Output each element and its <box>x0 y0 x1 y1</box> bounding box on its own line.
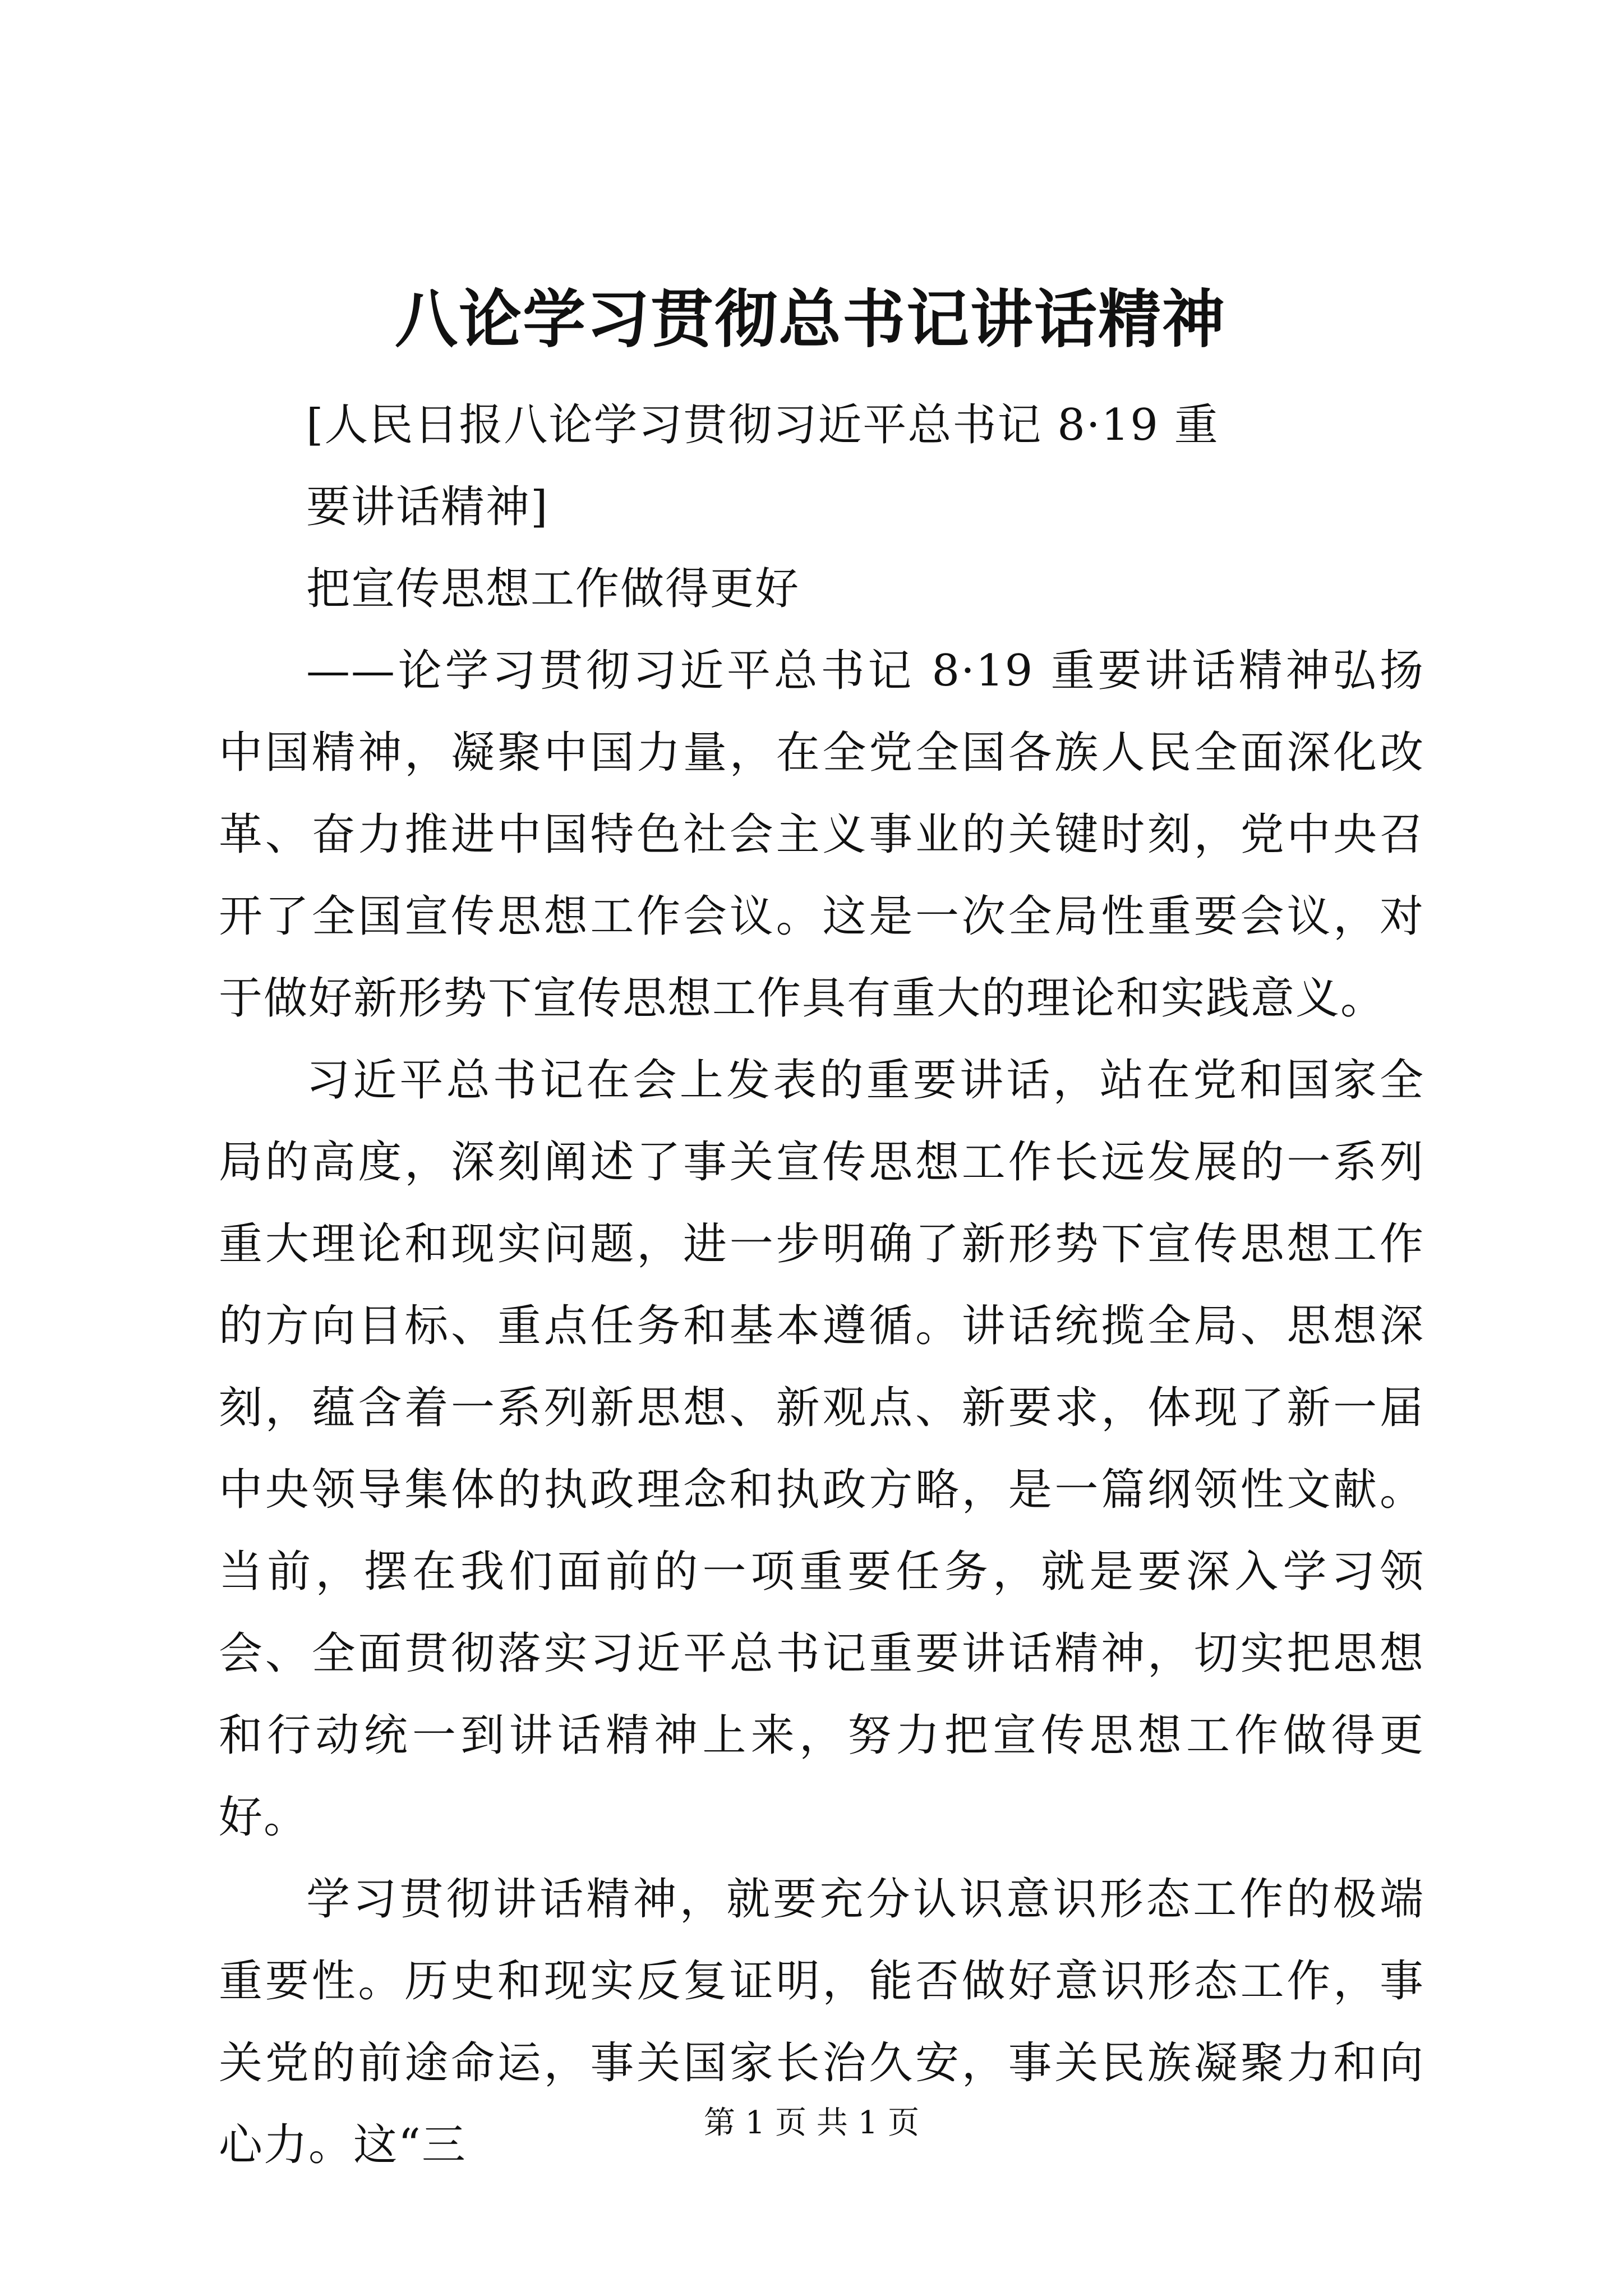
document-title: 八论学习贯彻总书记讲话精神 <box>395 283 1226 356</box>
paragraph: ——论学习贯彻习近平总书记 8·19 重要讲话精神弘扬中国精神，凝聚中国力量，在全党全国各族人民全面深化改革、奋力推进中国特色社会主义事业的关键时刻，党中央召开了全国宣传思想工作会议。这是一次全局性重要会议，对于做好新形势下宣传思想工作具有重大的理论和实践意义。 <box>219 646 1424 1024</box>
article-subtitle: 把宣传思想工作做得更好 <box>306 564 800 614</box>
paragraph: 学习贯彻讲话精神，就要充分认识意识形态工作的极端重要性。历史和现实反复证明，能否做好意识形态工作，事关党的前途命运，事关国家长治久安，事关民族凝聚力和向心力。这“三 <box>219 1874 1424 2170</box>
paragraph: 习近平总书记在会上发表的重要讲话，站在党和国家全局的高度，深刻阐述了事关宣传思想工作长远发展的一系列重大理论和现实问题，进一步明确了新形势下宣传思想工作的方向目标、重点任务和基本遵循。讲话统揽全局、思想深刻，蕴含着一系列新思想、新观点、新要求，体现了新一届中央领导集体的执政理念和执政方略，是一篇纲领性文献。当前，摆在我们面前的一项重要任务，就是要深入学习领会、全面贯彻落实习近平总书记重要讲话精神，切实把思想和行动统一到讲话精神上来，努力把宣传思想工作做得更好。 <box>219 1055 1424 1843</box>
source-line-1: [人民日报八论学习贯彻习近平总书记 8·19 重 <box>306 400 1219 450</box>
document-body <box>219 384 1424 2186</box>
page-footer: 第 1 页 共 1 页 <box>703 2105 920 2141</box>
source-line-2: 要讲话精神] <box>306 482 549 532</box>
